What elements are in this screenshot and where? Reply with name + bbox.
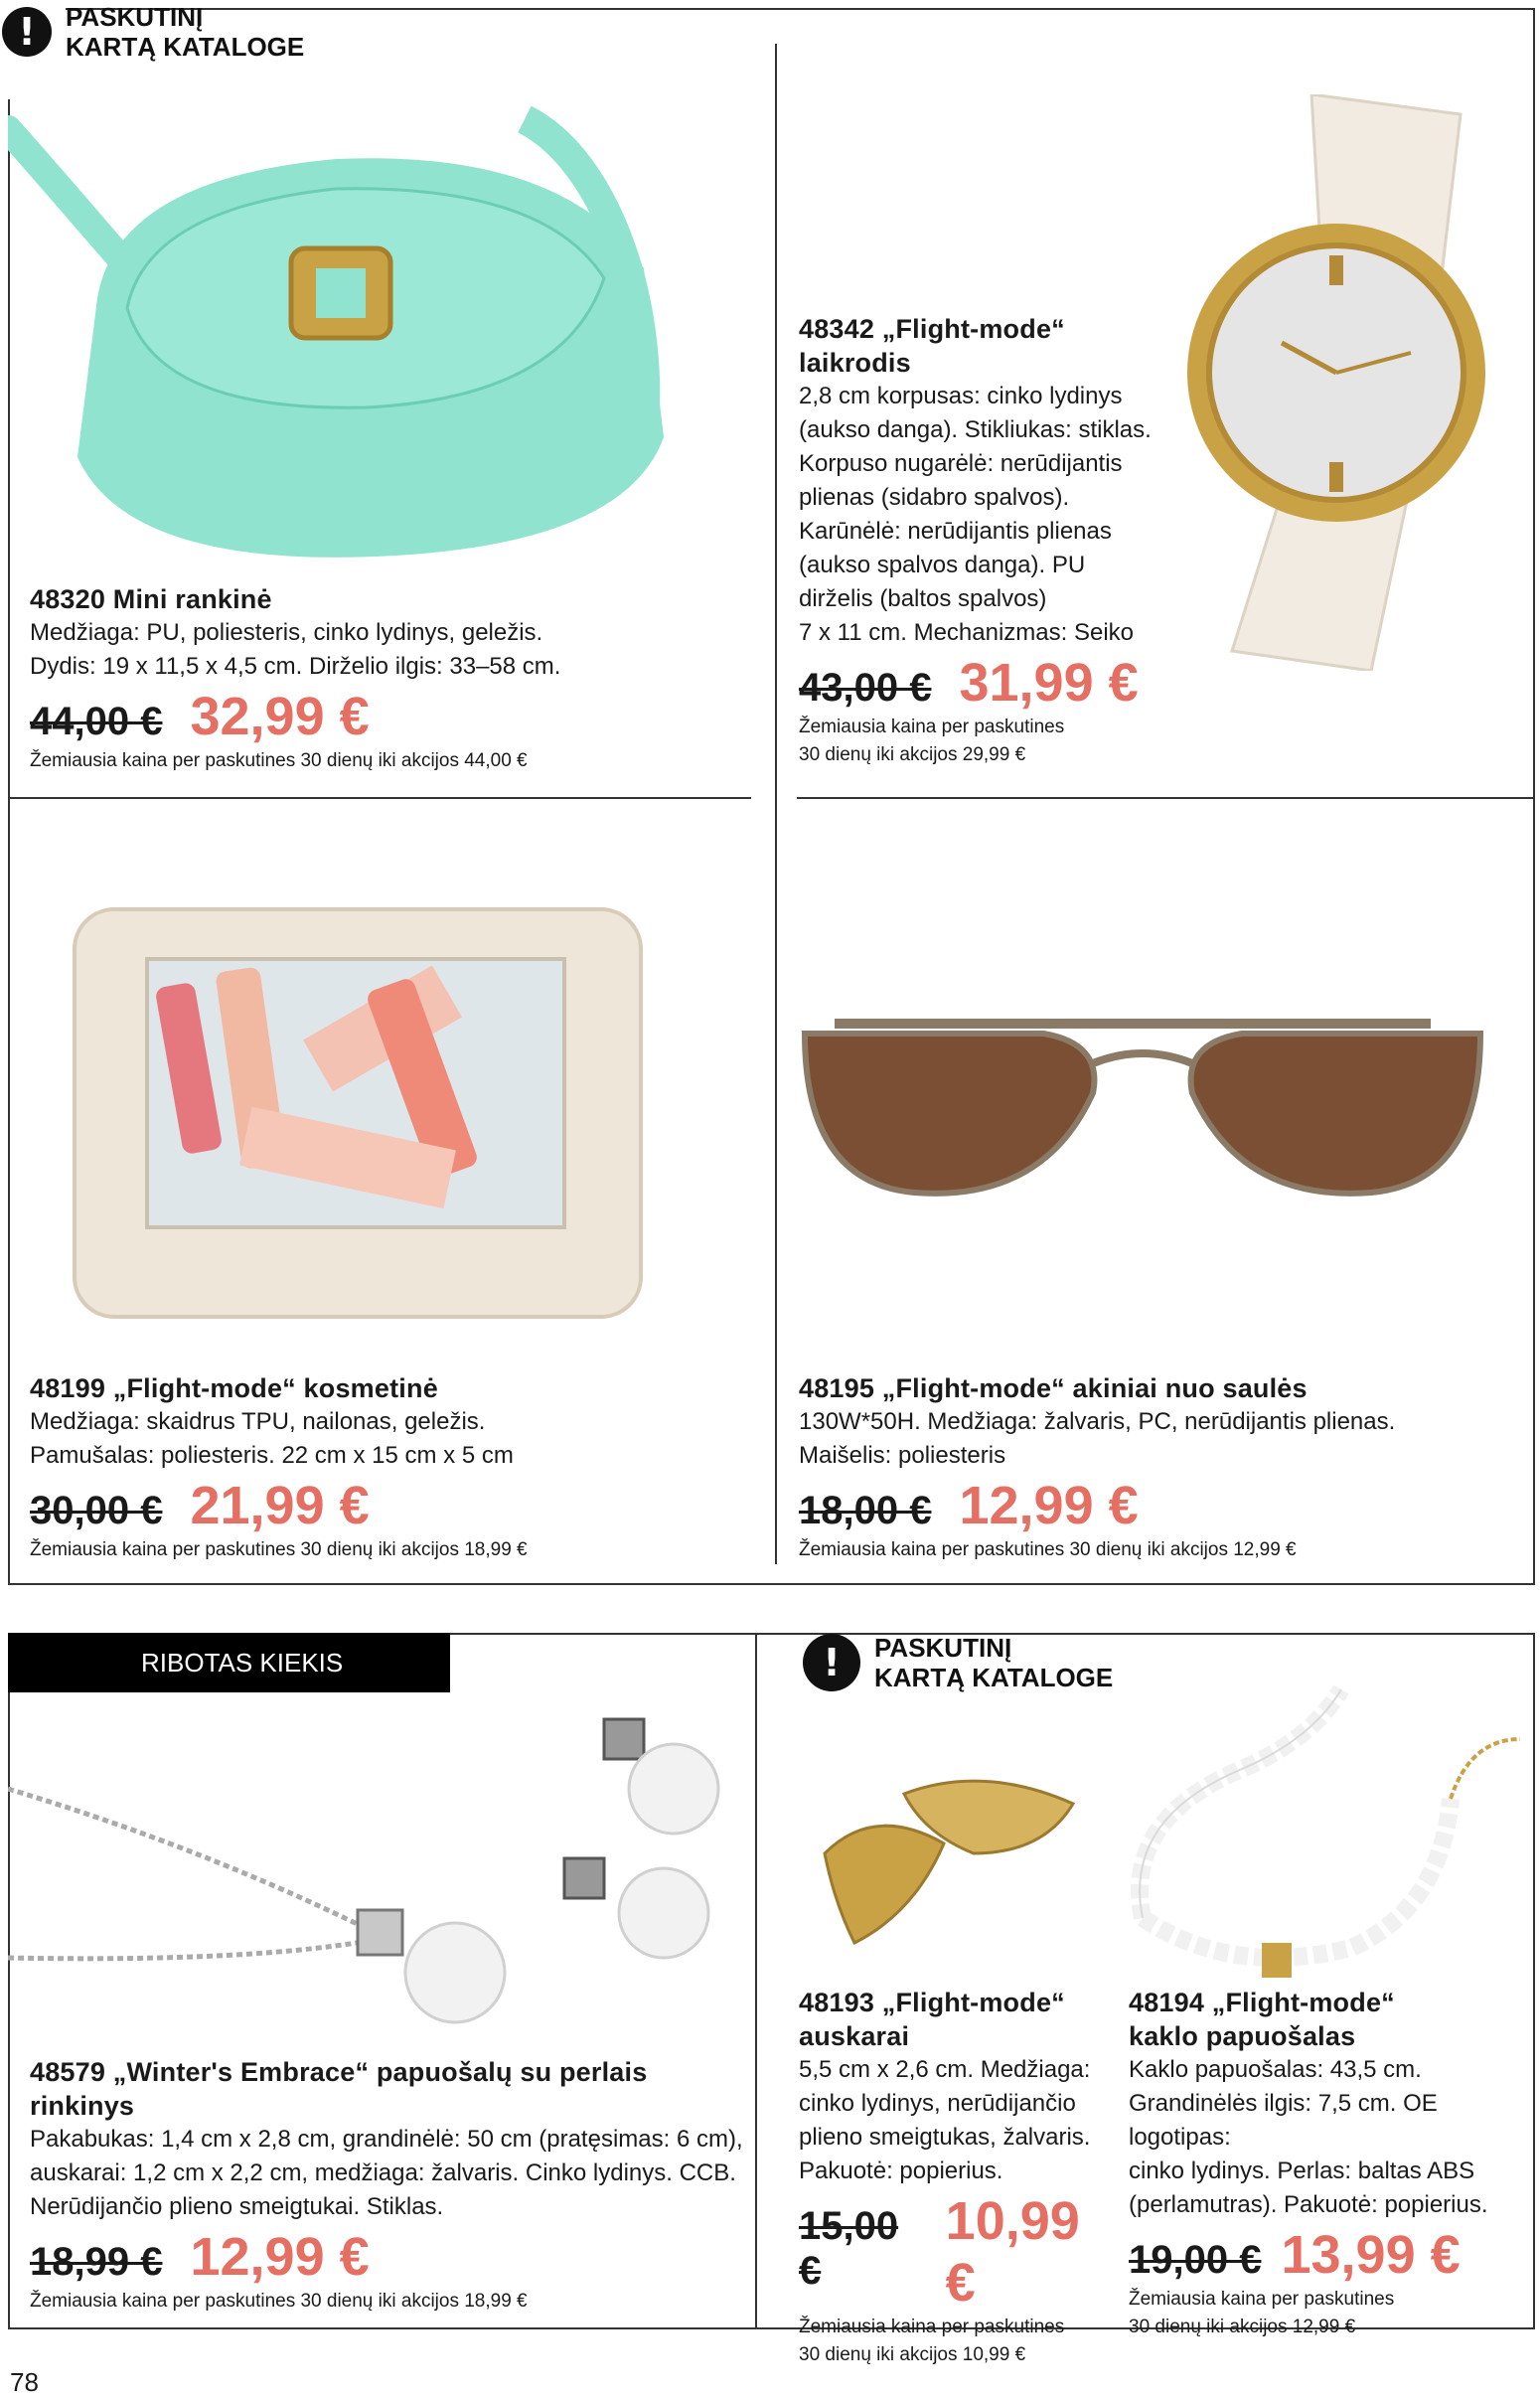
sunglasses-title: 48195 „Flight-mode“ akiniai nuo saulės (799, 1373, 1308, 1403)
necklace-desc-1: Kaklo papuošalas: 43,5 cm. (1129, 2056, 1422, 2083)
row2-bottom-line (8, 1583, 1535, 1585)
necklace-old-price: 19,00 € (1129, 2238, 1262, 2282)
watch-desc-2: (aukso danga). Stikliukas: stiklas. (799, 416, 1152, 443)
limited-quantity-ribbon: RIBOTAS KIEKIS (8, 1633, 450, 1692)
row3-right-line (1533, 1633, 1535, 2328)
sunglasses-lowest-price: Žemiausia kaina per paskutines 30 dienų iki akcijos 12,99 € (799, 1539, 1297, 1560)
sunglasses-old-price: 18,00 € (799, 1489, 932, 1532)
necklace-info (1129, 1986, 1526, 2341)
sunglasses-new-price: 12,99 € (959, 1476, 1139, 1535)
earrings-new-price: 10,99 € (945, 2191, 1080, 2313)
sunglasses-info (799, 1371, 1524, 1564)
sunglasses-image (795, 984, 1490, 1222)
bag-desc-2: Dydis: 19 x 11,5 x 4,5 cm. Dirželio ilgis: 33–58 cm. (30, 653, 561, 680)
necklace-desc-2: Grandinėlės ilgis: 7,5 cm. OE logotipas: (1129, 2090, 1438, 2151)
center-divider-mid (775, 799, 777, 1564)
jewelry-set-new-price: 12,99 € (190, 2227, 370, 2287)
necklace-lowest-1: Žemiausia kaina per paskutines (1129, 2289, 1395, 2310)
earrings-desc-2: cinko lydinys, nerūdijančio (799, 2090, 1076, 2117)
gold-earrings-image (815, 1764, 1083, 1963)
last-time-badge-top (2, 2, 304, 62)
watch-desc-7: dirželis (baltos spalvos) (799, 585, 1047, 612)
earrings-desc-4: Pakuotė: popierius. (799, 2158, 1003, 2184)
center-divider-top (775, 44, 777, 799)
cosmetic-desc-1: Medžiaga: skaidrus TPU, nailonas, geležis. (30, 1408, 486, 1435)
mini-bag-image (8, 99, 693, 576)
cosmetic-bag-image (70, 889, 646, 1327)
pearl-jewelry-set-image (8, 1689, 743, 2027)
jewelry-set-old-price: 18,99 € (30, 2240, 163, 2284)
earrings-lowest-1: Žemiausia kaina per paskutines (799, 2317, 1065, 2337)
watch-desc-4: plienas (sidabro spalvos). (799, 484, 1070, 511)
watch-new-price: 31,99 € (959, 653, 1139, 713)
earrings-old-price: 15,00 € (799, 2204, 899, 2293)
watch-desc-3: Korpuso nugarėlė: nerūdijantis (799, 450, 1123, 477)
watch-desc-1: 2,8 cm korpusas: cinko lydinys (799, 383, 1123, 409)
necklace-new-price: 13,99 € (1281, 2225, 1461, 2285)
sunglasses-desc-1: 130W*50H. Medžiaga: žalvaris, PC, nerūdijantis plienas. (799, 1408, 1396, 1435)
bag-title: 48320 Mini rankinė (30, 584, 272, 614)
watch-image (1172, 94, 1500, 671)
cosmetic-lowest-price: Žemiausia kaina per paskutines 30 dienų iki akcijos 18,99 € (30, 1539, 528, 1560)
pearl-necklace-image (1113, 1679, 1530, 2007)
watch-title-2: laikrodis (799, 348, 911, 378)
badge-line2: KARTĄ KATALOGE (874, 1663, 1114, 1692)
bag-bottom-line (8, 797, 751, 799)
watch-title-1: 48342 „Flight-mode“ (799, 314, 1065, 344)
bag-old-price: 44,00 € (30, 700, 163, 743)
jewelry-set-desc-2: auskarai: 1,2 cm x 2,2 cm, medžiaga: žalvaris. Cinko lydinys. CCB. (30, 2159, 736, 2186)
jewelry-set-info (30, 2055, 750, 2316)
watch-lowest-2: 30 dienų iki akcijos 29,99 € (799, 744, 1026, 765)
badge-line2: KARTĄ KATALOGE (66, 32, 305, 62)
row3-center-line (755, 1633, 757, 2328)
earrings-desc-3: plieno smeigtukas, žalvaris. (799, 2124, 1091, 2151)
watch-old-price: 43,00 € (799, 666, 932, 710)
earrings-title-1: 48193 „Flight-mode“ (799, 1988, 1065, 2017)
necklace-desc-3: cinko lydinys. Perlas: baltas ABS (1129, 2158, 1475, 2184)
last-time-badge-bottom (803, 1633, 1113, 1692)
watch-info (799, 312, 1176, 769)
cosmetic-new-price: 21,99 € (190, 1476, 370, 1535)
bag-new-price: 32,99 € (190, 687, 370, 746)
bag-lowest-price: Žemiausia kaina per paskutines 30 dienų iki akcijos 44,00 € (30, 750, 528, 771)
watch-desc-8: 7 x 11 cm. Mechanizmas: Seiko (799, 619, 1135, 646)
earrings-desc-1: 5,5 cm x 2,6 cm. Medžiaga: (799, 2056, 1091, 2083)
exclamation-icon: ! (2, 7, 52, 57)
watch-desc-6: (aukso spalvos danga). PU (799, 552, 1086, 578)
jewelry-set-lowest-price: Žemiausia kaina per paskutines 30 dienų iki akcijos 18,99 € (30, 2291, 528, 2312)
necklace-desc-4: (perlamutras). Pakuotė: popierius. (1129, 2191, 1488, 2218)
watch-bottom-line (797, 797, 1534, 799)
earrings-title-2: auskarai (799, 2021, 910, 2051)
necklace-title-1: 48194 „Flight-mode“ (1129, 1988, 1395, 2017)
earrings-info (799, 1986, 1117, 2369)
badge-line1: PASKUTINĮ (66, 2, 204, 32)
right-frame-line (1533, 8, 1535, 799)
jewelry-set-desc-3: Nerūdijančio plieno smeigtukai. Stiklas. (30, 2193, 444, 2220)
jewelry-set-title-2: rinkinys (30, 2091, 135, 2121)
cosmetic-info (30, 1371, 765, 1564)
necklace-title-2: kaklo papuošalas (1129, 2021, 1356, 2051)
bag-desc-1: Medžiaga: PU, poliesteris, cinko lydinys, geležis. (30, 619, 543, 646)
necklace-lowest-2: 30 dienų iki akcijos 12,99 € (1129, 2317, 1356, 2337)
page-number: 78 (10, 2367, 39, 2397)
watch-desc-5: Karūnėlė: nerūdijantis plienas (799, 518, 1112, 545)
watch-lowest-1: Žemiausia kaina per paskutines (799, 717, 1065, 737)
sunglasses-desc-2: Maišelis: poliesteris (799, 1442, 1006, 1469)
bag-info (30, 582, 745, 775)
jewelry-set-desc-1: Pakabukas: 1,4 cm x 2,8 cm, grandinėlė: 50 cm (pratęsimas: 6 cm), (30, 2126, 743, 2153)
cosmetic-title: 48199 „Flight-mode“ kosmetinė (30, 1373, 438, 1403)
cosmetic-desc-2: Pamušalas: poliesteris. 22 cm x 15 cm x 5 cm (30, 1442, 514, 1469)
jewelry-set-title-1: 48579 „Winter's Embrace“ papuošalų su perlais (30, 2057, 648, 2087)
right-frame-mid (1533, 799, 1535, 1584)
left-frame-mid (8, 799, 10, 1584)
badge-line1: PASKUTINĮ (874, 1633, 1012, 1663)
cosmetic-old-price: 30,00 € (30, 1489, 163, 1532)
exclamation-icon: ! (803, 1634, 860, 1691)
earrings-lowest-2: 30 dienų iki akcijos 10,99 € (799, 2344, 1026, 2365)
